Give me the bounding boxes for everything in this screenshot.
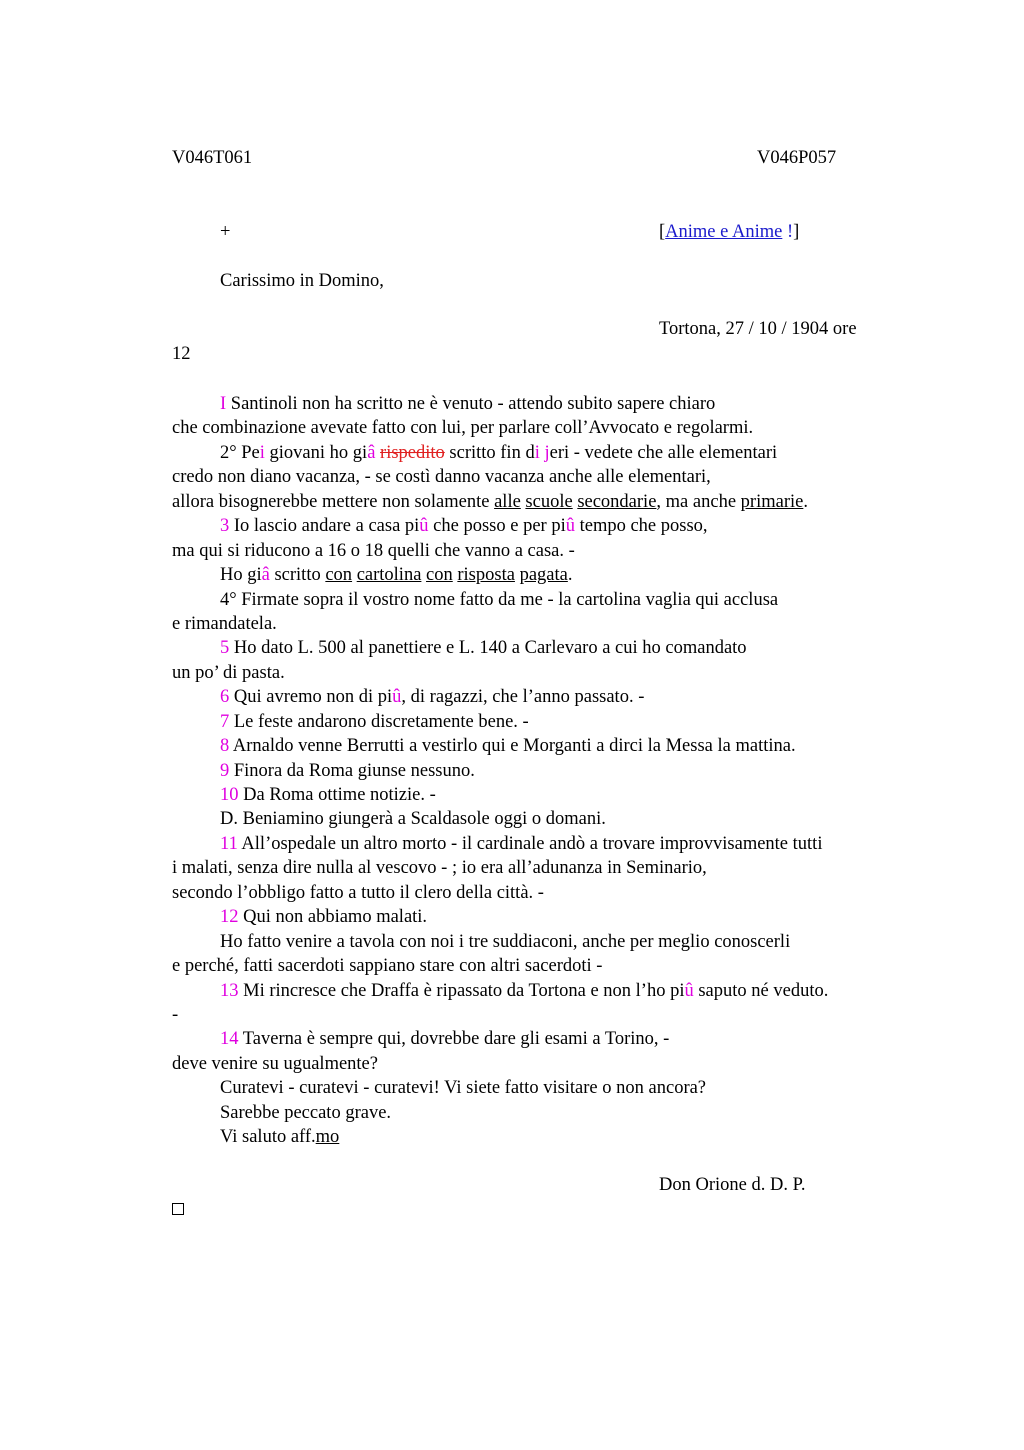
line-text: allora bisognerebbe mettere non solamente xyxy=(172,491,495,512)
body-line xyxy=(172,1125,912,1149)
paragraph-number: 14 xyxy=(220,1029,239,1050)
correction-mark: â xyxy=(261,565,270,586)
letter-body xyxy=(172,392,912,1150)
paragraph-number: 13 xyxy=(220,980,239,1001)
paragraph-number: 12 xyxy=(220,907,239,928)
body-line: Ho fatto venire a tavola con noi i tre suddiaconi, anche per meglio conoscerli xyxy=(220,931,791,952)
close-bracket: ] xyxy=(793,222,800,242)
line-text: che posso e per pi xyxy=(428,516,566,537)
paragraph-number: 5 xyxy=(220,638,230,659)
line-text: scritto fin d xyxy=(444,442,535,463)
line-text: Taverna è sempre qui, dovrebbe dare gli esami a Torino, - xyxy=(238,1029,670,1050)
underlined-word: secondarie xyxy=(577,491,657,512)
line-text: saputo né veduto. xyxy=(693,980,829,1001)
signature: Don Orione d. D. P. xyxy=(659,1175,806,1195)
line-text: giovani ho gi xyxy=(264,442,368,463)
line-text: 2° Pe xyxy=(220,442,260,463)
body-line: Curatevi - curatevi - curatevi! Vi siete fatto visitare o non ancora? xyxy=(220,1078,707,1099)
paragraph-number: 9 xyxy=(220,760,230,781)
correction-mark: û xyxy=(419,516,429,537)
body-line: - xyxy=(172,1004,179,1025)
line-text: Ho gi xyxy=(220,565,262,586)
correction-mark: i xyxy=(534,442,540,463)
body-line xyxy=(172,710,912,734)
body-line xyxy=(172,514,912,538)
line-text: , di ragazzi, che l’anno passato. - xyxy=(401,687,645,708)
line-text: eri - vedete che alle elementari xyxy=(549,442,778,463)
line-text: Qui avremo non di pi xyxy=(229,687,393,708)
anime-e-anime-link[interactable]: Anime e Anime xyxy=(665,222,783,242)
empty-square-icon xyxy=(172,1203,184,1215)
correction-mark: û xyxy=(392,687,402,708)
underlined-word: pagata xyxy=(519,565,568,586)
paragraph-number: 7 xyxy=(220,711,230,732)
line-text: Ho dato L. 500 al panettiere e L. 140 a Carlevaro a cui ho comandato xyxy=(229,638,747,659)
body-line: secondo l’obbligo fatto a tutto il clero della città. - xyxy=(172,882,544,903)
body-line: 4° Firmate sopra il vostro nome fatto da me - la cartolina vaglia qui acclusa xyxy=(220,589,779,610)
body-line: deve venire su ugualmente? xyxy=(172,1053,378,1074)
line-text: Finora da Roma giunse nessuno. xyxy=(229,760,475,781)
line-text: tempo che posso, xyxy=(574,516,708,537)
line-text: Le feste andarono discretamente bene. - xyxy=(229,711,529,732)
body-line: che combinazione avevate fatto con lui, per parlare coll’Avvocato e regolarmi. xyxy=(172,418,754,439)
line-text: . xyxy=(803,491,808,512)
line-text: Santinoli non ha scritto ne è venuto - attendo subito sapere chiaro xyxy=(226,394,716,414)
body-line xyxy=(172,783,912,807)
body-line xyxy=(172,734,912,758)
line-text: . xyxy=(567,565,573,586)
line-text: Qui non abbiamo malati. xyxy=(238,907,428,928)
correction-mark: û xyxy=(565,516,575,537)
line-text: Io lascio andare a casa pi xyxy=(229,516,420,537)
title-link-block xyxy=(659,220,799,244)
salutation: Carissimo in Domino, xyxy=(220,271,384,291)
correction-mark: â xyxy=(367,442,376,463)
body-line xyxy=(172,441,912,465)
document-code-left: V046T061 xyxy=(172,148,253,168)
body-line: ma qui si riducono a 16 o 18 quelli che vanno a casa. - xyxy=(172,540,575,561)
paragraph-number: 3 xyxy=(220,516,230,537)
underlined-word: risposta xyxy=(457,565,515,586)
dateline-continuation: 12 xyxy=(172,344,191,364)
body-line: i malati, senza dire nulla al vescovo - ; io era all’adunanza in Seminario, xyxy=(172,858,707,879)
correction-mark: j xyxy=(544,442,550,463)
paragraph-number: 11 xyxy=(220,833,238,854)
body-line xyxy=(172,392,912,416)
end-box-icon xyxy=(172,1198,184,1222)
body-line xyxy=(172,563,912,587)
document-code-right: V046P057 xyxy=(757,148,837,168)
underlined-word: cartolina xyxy=(356,565,422,586)
body-line xyxy=(172,1027,912,1051)
paragraph-number: 10 xyxy=(220,785,239,805)
underlined-word: scuole xyxy=(525,491,573,512)
correction-mark: i xyxy=(259,442,265,463)
paragraph-number: 8 xyxy=(220,736,230,757)
line-text: Mi rincresce che Draffa è ripassato da Tortona e non l’ho pi xyxy=(238,980,685,1001)
body-line: credo non diano vacanza, - se costì danno vacanza anche alle elementari, xyxy=(172,467,711,488)
underlined-word: con xyxy=(426,565,453,586)
dateline: Tortona, 27 / 10 / 1904 ore xyxy=(659,319,857,339)
correction-mark: û xyxy=(684,980,694,1001)
body-line xyxy=(172,759,912,783)
exclamation-mark: ! xyxy=(782,222,794,242)
body-line: e rimandatela. xyxy=(172,613,277,634)
underlined-word: alle xyxy=(494,491,521,512)
deleted-word: rispedito xyxy=(380,442,445,463)
underlined-word: primarie xyxy=(740,491,804,512)
paragraph-number: 6 xyxy=(220,687,230,708)
body-line xyxy=(172,636,912,660)
closing-text: Vi saluto aff. xyxy=(220,1127,316,1148)
open-bracket: [ xyxy=(659,222,666,242)
paragraph-number: I xyxy=(220,394,227,414)
body-line xyxy=(172,490,912,514)
line-text: Arnaldo venne Berrutti a vestirlo qui e Morganti a dirci la Messa la mattina. xyxy=(229,736,796,757)
line-text: , ma anche xyxy=(656,491,741,512)
underlined-abbreviation: mo xyxy=(315,1127,340,1148)
line-text: scritto xyxy=(269,565,326,586)
body-line: Sarebbe peccato grave. xyxy=(220,1102,392,1123)
cross-mark: + xyxy=(220,222,231,242)
body-line xyxy=(172,685,912,709)
line-text: All’ospedale un altro morto - il cardinale andò a trovare improvvisamente tutti xyxy=(237,833,823,854)
body-line: e perché, fatti sacerdoti sappiano stare con altri sacerdoti - xyxy=(172,956,603,977)
body-line: D. Beniamino giungerà a Scaldasole oggi o domani. xyxy=(220,809,606,830)
body-line xyxy=(172,905,912,929)
line-text: Da Roma ottime notizie. - xyxy=(238,785,436,805)
underlined-word: con xyxy=(325,565,353,586)
body-line xyxy=(172,979,912,1003)
body-line: un po’ di pasta. xyxy=(172,662,285,683)
body-line xyxy=(172,832,912,856)
